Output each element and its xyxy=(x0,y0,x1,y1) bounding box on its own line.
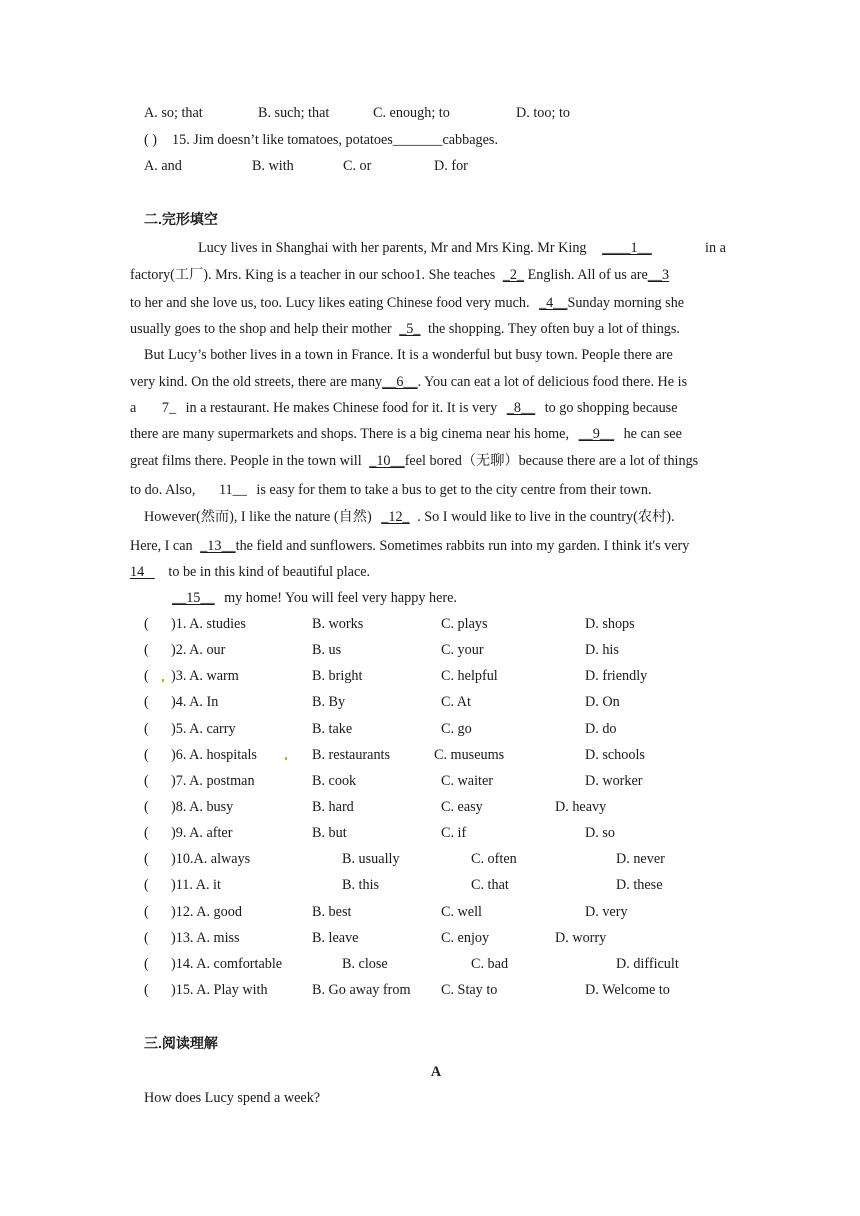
cloze-q1-option-c: C. plays xyxy=(441,616,488,632)
cloze-q13-option-d: D. worry xyxy=(555,930,607,946)
cloze-q14-option-b: B. close xyxy=(342,956,388,972)
cloze-q4-paren: ( xyxy=(144,694,149,710)
cloze-q7-option-c: C. waiter xyxy=(441,773,494,789)
cloze-q11-option-c: C. that xyxy=(471,877,509,893)
cloze-q15-option-b: B. Go away from xyxy=(312,982,411,998)
cloze-q9-option-d: D. so xyxy=(585,825,615,841)
cloze-q3-option-b: B. bright xyxy=(312,668,363,684)
cloze-q12-option-b: B. best xyxy=(312,904,352,920)
cloze-q5-option-d: D. do xyxy=(585,721,617,737)
q14-option-b: B. such; that xyxy=(258,105,330,121)
passage-line-3: to her and she love us, too. Lucy likes eating Chinese food very much. _4__Sunday morning she xyxy=(130,295,685,311)
cloze-q8-option-b: B. hard xyxy=(312,799,354,815)
cloze-q1-option-d: D. shops xyxy=(585,616,635,632)
section-2-title: 二.完形填空 xyxy=(144,211,218,227)
cloze-q1-option-a: )1. A. studies xyxy=(171,616,246,632)
cloze-q6-option-b: B. restaurants xyxy=(312,747,391,763)
q15-option-d: D. for xyxy=(434,158,468,174)
cloze-q3-option-a: )3. A. warm xyxy=(171,668,239,684)
q14-option-c: C. enough; to xyxy=(373,105,450,121)
q15-option-b: B. with xyxy=(252,158,294,174)
passage-line-11: However(然而), I like the nature (自然) _12_ . So I would like to live in the country(农村). xyxy=(144,509,675,525)
passage-line-1-end: in a xyxy=(705,240,726,256)
cloze-q11-option-d: D. these xyxy=(616,877,663,893)
cloze-q13-paren: ( xyxy=(144,930,149,946)
cloze-q10-option-a: )10.A. always xyxy=(171,851,251,867)
cloze-q9-option-a: )9. A. after xyxy=(171,825,233,841)
cloze-q8-paren: ( xyxy=(144,799,149,815)
cloze-q13-option-a: )13. A. miss xyxy=(171,930,240,946)
passage-line-14: __15__ my home! You will feel very happy here. xyxy=(172,590,457,606)
cloze-q7-option-a: )7. A. postman xyxy=(171,773,255,789)
cloze-q11-option-b: B. this xyxy=(342,877,380,893)
cloze-q6-option-c: C. museums xyxy=(434,747,505,763)
cloze-q14-option-a: )14. A. comfortable xyxy=(171,956,283,972)
cloze-q15-option-c: C. Stay to xyxy=(441,982,498,998)
cloze-q7-paren: ( xyxy=(144,773,149,789)
cloze-q11-option-a: )11. A. it xyxy=(171,877,221,893)
cloze-q15-option-d: D. Welcome to xyxy=(585,982,670,998)
passage-line-1: Lucy lives in Shanghai with her parents, Mr and Mrs King. Mr King ____1__ xyxy=(198,240,652,256)
stray-dot xyxy=(285,757,287,760)
passage-line-2: factory(工厂). Mrs. King is a teacher in our schoo1. She teaches _2_ English. All of us are__3 xyxy=(130,267,670,283)
reading-a-question: How does Lucy spend a week? xyxy=(144,1090,321,1106)
cloze-q4-option-b: B. By xyxy=(312,694,346,710)
cloze-q5-option-c: C. go xyxy=(441,721,472,737)
reading-a-label: A xyxy=(430,1064,442,1080)
cloze-q15-paren: ( xyxy=(144,982,149,998)
cloze-q3-option-d: D. friendly xyxy=(585,668,648,684)
passage-line-12: Here, I can _13__the field and sunflowers. Sometimes rabbits run into my garden. I think it's very xyxy=(130,538,690,554)
cloze-q2-option-a: )2. A. our xyxy=(171,642,226,658)
cloze-q10-option-d: D. never xyxy=(616,851,665,867)
passage-line-7: a 7_ in a restaurant. He makes Chinese food for it. It is very _8__ to go shopping because xyxy=(130,400,678,416)
passage-line-13: 14 to be in this kind of beautiful place. xyxy=(130,564,371,580)
cloze-q6-paren: ( xyxy=(144,747,149,763)
passage-line-4: usually goes to the shop and help their mother _5_ the shopping. They often buy a lot of things. xyxy=(130,321,680,337)
cloze-q3-option-c: C. helpful xyxy=(441,668,498,684)
cloze-q14-option-c: C. bad xyxy=(471,956,509,972)
cloze-q11-paren: ( xyxy=(144,877,149,893)
cloze-q3-paren: ( xyxy=(144,668,149,684)
q14-option-a: A. so; that xyxy=(144,105,203,121)
cloze-q9-option-b: B. but xyxy=(312,825,347,841)
cloze-q12-option-d: D. very xyxy=(585,904,628,920)
cloze-q6-option-a: )6. A. hospitals xyxy=(171,747,257,763)
cloze-q8-option-c: C. easy xyxy=(441,799,483,815)
q15-paren: ( ) xyxy=(144,132,157,148)
cloze-q2-option-b: B. us xyxy=(312,642,342,658)
cloze-q2-option-d: D. his xyxy=(585,642,619,658)
cloze-q12-paren: ( xyxy=(144,904,149,920)
cloze-q13-option-b: B. leave xyxy=(312,930,359,946)
q15-option-c: C. or xyxy=(343,158,372,174)
section-3-title: 三.阅读理解 xyxy=(144,1035,218,1051)
cloze-q12-option-c: C. well xyxy=(441,904,482,920)
q15-text: 15. Jim doesn’t like tomatoes, potatoes_______cabbages. xyxy=(172,132,498,148)
cloze-q15-option-a: )15. A. Play with xyxy=(171,982,268,998)
cloze-q10-paren: ( xyxy=(144,851,149,867)
cloze-q14-paren: ( xyxy=(144,956,149,972)
passage-line-8: there are many supermarkets and shops. There is a big cinema near his home, __9__ he can see xyxy=(130,426,682,442)
cloze-q4-option-d: D. On xyxy=(585,694,620,710)
cloze-q8-option-d: D. heavy xyxy=(555,799,607,815)
passage-line-6: very kind. On the old streets, there are many__6__. You can eat a lot of delicious food there. He is xyxy=(130,374,688,390)
cloze-q9-option-c: C. if xyxy=(441,825,467,841)
passage-line-10: to do. Also, 11__ is easy for them to take a bus to get to the city centre from their town. xyxy=(130,482,652,498)
cloze-q5-option-a: )5. A. carry xyxy=(171,721,236,737)
passage-line-9: great films there. People in the town will _10__feel bored（无聊）because there are a lot of things xyxy=(130,453,699,469)
cloze-q14-option-d: D. difficult xyxy=(616,956,679,972)
cloze-q9-paren: ( xyxy=(144,825,149,841)
cloze-q2-option-c: C. your xyxy=(441,642,484,658)
cloze-q7-option-d: D. worker xyxy=(585,773,643,789)
cloze-q10-option-c: C. often xyxy=(471,851,517,867)
cloze-q7-option-b: B. cook xyxy=(312,773,357,789)
passage-line-5: But Lucy’s bother lives in a town in France. It is a wonderful but busy town. People there are xyxy=(144,347,673,363)
cloze-q5-paren: ( xyxy=(144,721,149,737)
cloze-q1-option-b: B. works xyxy=(312,616,364,632)
stray-dot xyxy=(162,679,164,682)
cloze-q6-option-d: D. schools xyxy=(585,747,645,763)
cloze-q4-option-a: )4. A. In xyxy=(171,694,219,710)
q15-option-a: A. and xyxy=(144,158,182,174)
cloze-q2-paren: ( xyxy=(144,642,149,658)
q14-option-d: D. too; to xyxy=(516,105,570,121)
cloze-q1-paren: ( xyxy=(144,616,149,632)
cloze-q5-option-b: B. take xyxy=(312,721,353,737)
cloze-q12-option-a: )12. A. good xyxy=(171,904,242,920)
cloze-q10-option-b: B. usually xyxy=(342,851,400,867)
cloze-q8-option-a: )8. A. busy xyxy=(171,799,234,815)
cloze-q13-option-c: C. enjoy xyxy=(441,930,490,946)
cloze-q4-option-c: C. At xyxy=(441,694,471,710)
